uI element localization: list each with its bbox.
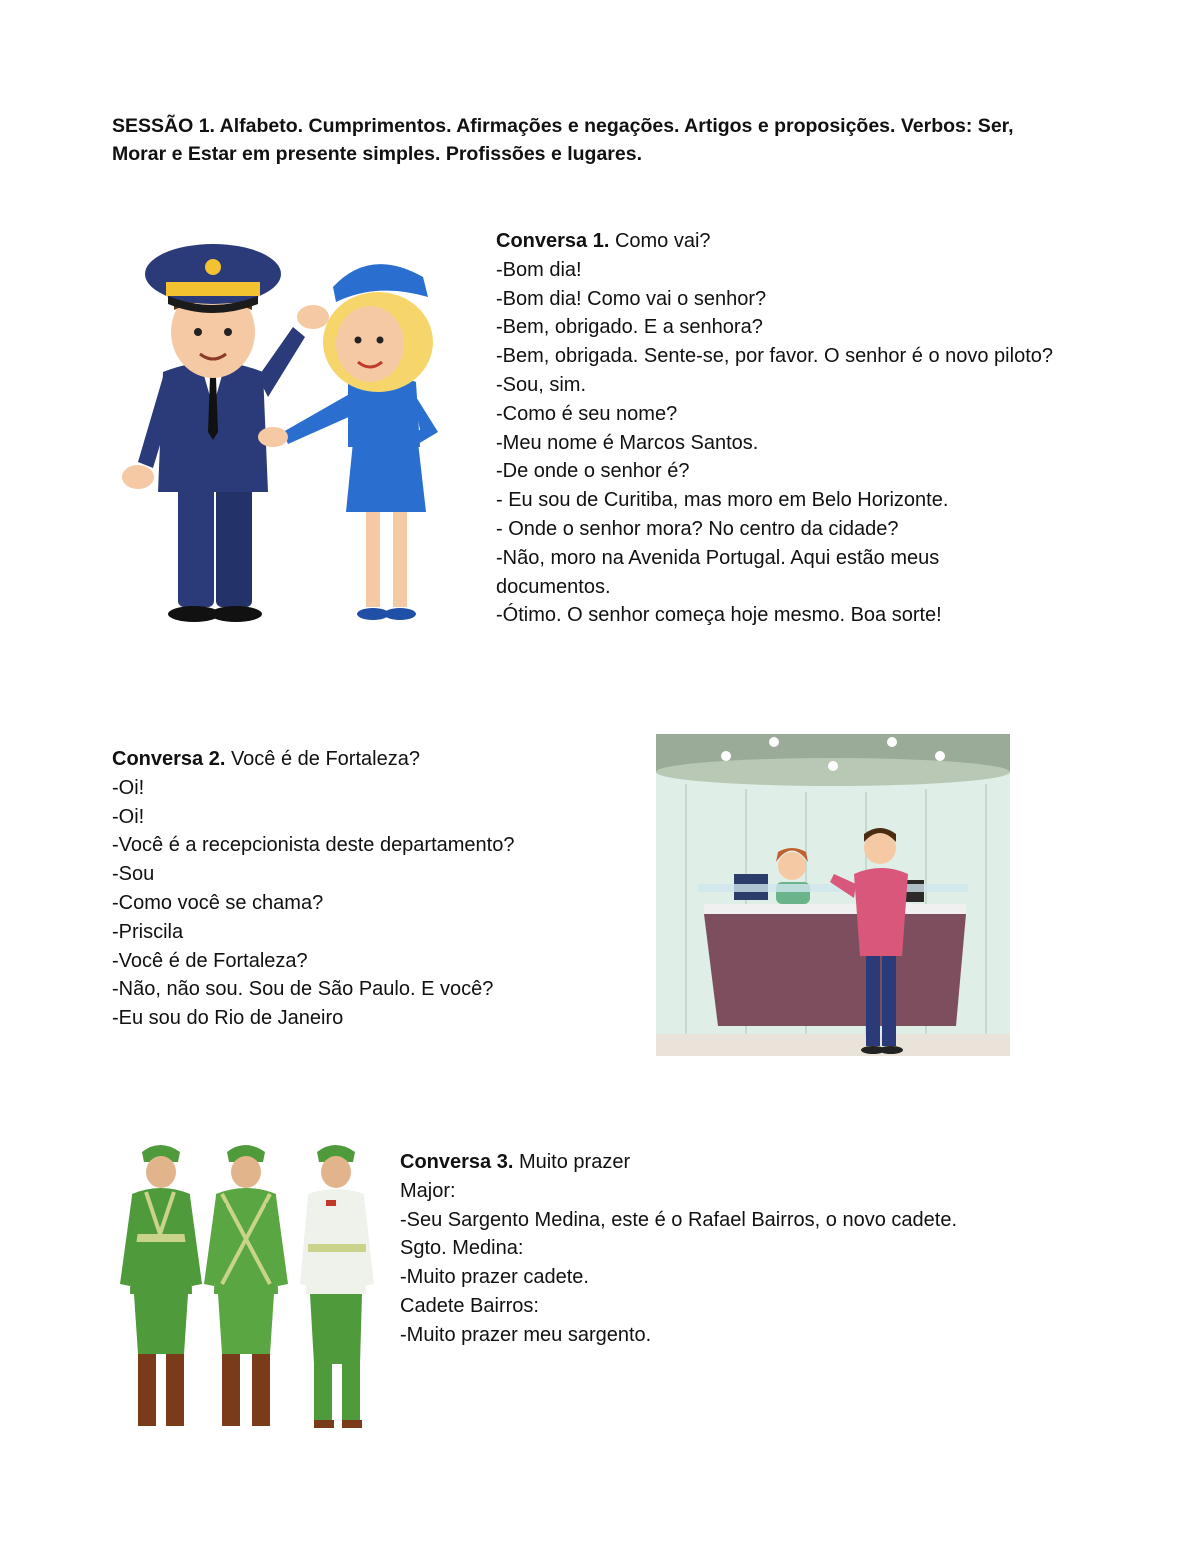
- dialogue-line: - Onde o senhor mora? No centro da cidade?: [496, 517, 899, 540]
- conversation-3-title: [400, 1148, 1040, 1177]
- reception-illustration: [656, 734, 1010, 1056]
- conversation-1: [496, 227, 1056, 630]
- dialogue-line: -Ótimo. O senhor começa hoje mesmo. Boa sorte!: [496, 604, 942, 627]
- dialogue-line: -Bom dia!: [496, 258, 582, 281]
- pilot-attendant-illustration: [108, 232, 478, 632]
- dialogue-line: -Bem, obrigada. Sente-se, por favor. O senhor é o novo piloto?: [496, 345, 1053, 368]
- speaker-label: Cadete Bairros:: [400, 1294, 539, 1317]
- dialogue-line: -Não, moro na Avenida Portugal. Aqui estão meus documentos.: [496, 546, 940, 598]
- dialogue-line: -Não, não sou. Sou de São Paulo. E você?: [112, 978, 494, 1001]
- dialogue-line: -Priscila: [112, 920, 184, 943]
- dialogue-line: -Oi!: [112, 776, 145, 799]
- conversation-2-label: Conversa 2.: [112, 748, 226, 770]
- dialogue-line: -Como é seu nome?: [496, 402, 678, 425]
- dialogue-line: -Como você se chama?: [112, 891, 324, 914]
- dialogue-line: -Sou: [112, 863, 155, 886]
- speaker-label: Sgto. Medina:: [400, 1237, 524, 1260]
- conversation-2-subtitle: Você é de Fortaleza?: [225, 748, 420, 770]
- soldier-back-figure: [204, 1145, 288, 1426]
- conversation-1-title: [496, 227, 1056, 256]
- dialogue-line: -Bom dia! Como vai o senhor?: [496, 287, 767, 310]
- conversation-1-label: Conversa 1.: [496, 230, 610, 252]
- conversation-2-title: [112, 745, 632, 774]
- soldier-shirt-figure: [300, 1145, 374, 1428]
- dialogue-line: -Oi!: [112, 805, 145, 828]
- dialogue-line: -Meu nome é Marcos Santos.: [496, 431, 759, 454]
- dialogue-line: -De onde o senhor é?: [496, 460, 690, 483]
- session-heading: SESSÃO 1. Alfabeto. Cumprimentos. Afirmações e negações. Artigos e proposições. Verbos: Ser, Morar e Estar em presente simples. Profissões e lugares.: [112, 115, 1014, 165]
- soldier-front-figure: [120, 1145, 202, 1426]
- conversation-2: [112, 745, 632, 1033]
- dialogue-line: -Sou, sim.: [496, 373, 587, 396]
- dialogue-line: -Muito prazer cadete.: [400, 1266, 589, 1289]
- dialogue-line: - Eu sou de Curitiba, mas moro em Belo Horizonte.: [496, 489, 949, 512]
- conversation-3-subtitle: Muito prazer: [513, 1151, 631, 1173]
- soldiers-illustration: [112, 1134, 380, 1444]
- dialogue-line: -Muito prazer meu sargento.: [400, 1323, 652, 1346]
- dialogue-line: -Bem, obrigado. E a senhora?: [496, 316, 763, 339]
- dialogue-line: -Você é a recepcionista deste departamento?: [112, 834, 515, 857]
- conversation-3-label: Conversa 3.: [400, 1151, 514, 1173]
- dialogue-line: -Eu sou do Rio de Janeiro: [112, 1007, 344, 1030]
- dialogue-line: -Seu Sargento Medina, este é o Rafael Bairros, o novo cadete.: [400, 1208, 958, 1231]
- conversation-3: [400, 1148, 1040, 1350]
- flight-attendant-figure: [258, 264, 438, 620]
- speaker-label: Major:: [400, 1179, 456, 1202]
- conversation-1-subtitle: Como vai?: [609, 230, 711, 252]
- dialogue-line: -Você é de Fortaleza?: [112, 949, 308, 972]
